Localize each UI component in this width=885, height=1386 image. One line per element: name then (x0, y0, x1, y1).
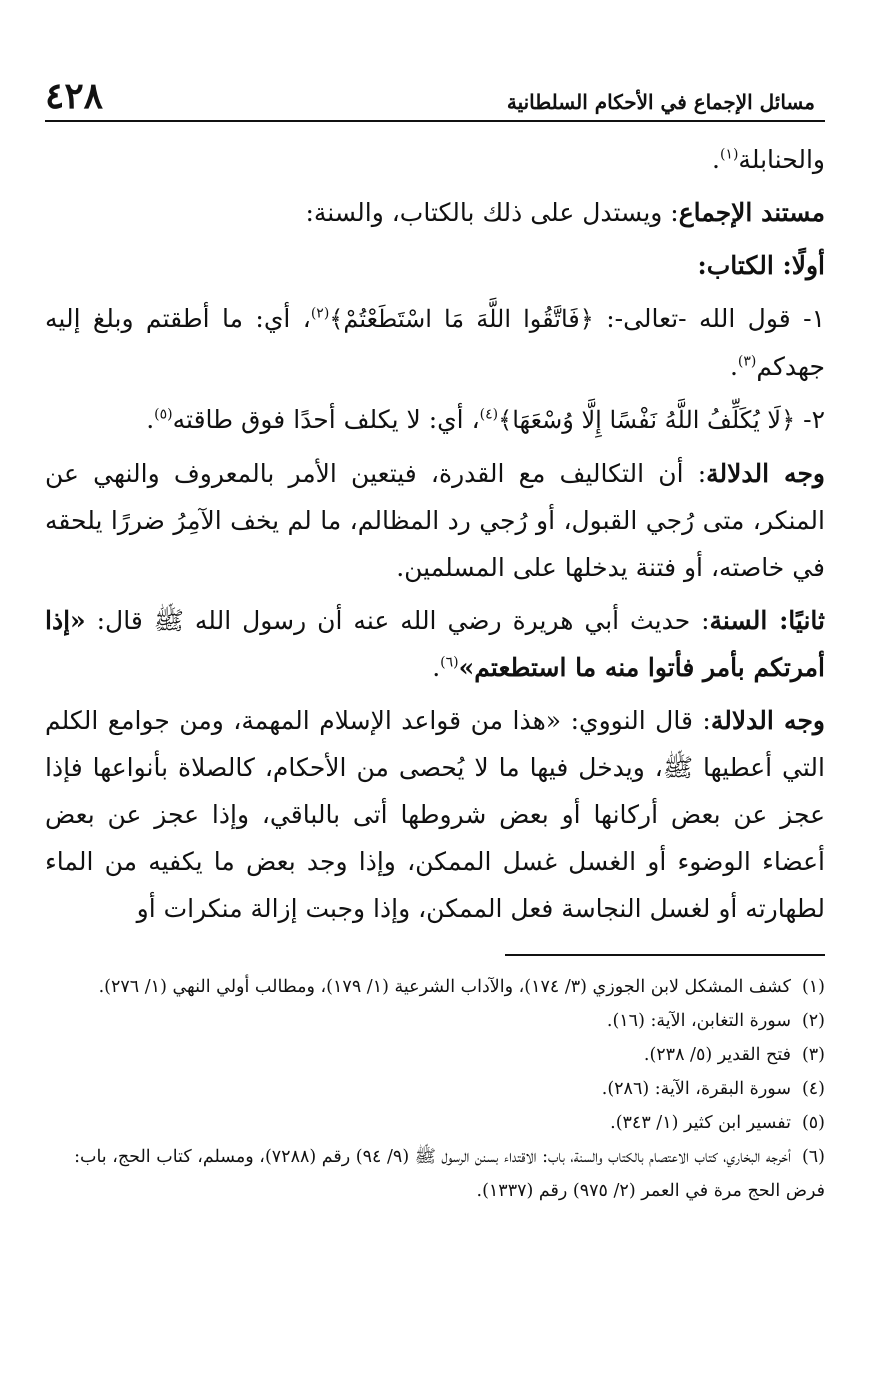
paragraph-2: مستند الإجماع: ويستدل على ذلك بالكتاب، والسنة: (305, 198, 825, 227)
footnote-ref: (١) (719, 146, 739, 163)
footnote: (١)كشف المشكل لابن الجوزي (٣/ ١٧٤)، والآداب الشرعية (١/ ١٧٩)، ومطالب أولي النهي (١/ ٢٧٦). (98, 977, 825, 997)
footnote-ref: (٤) (479, 406, 499, 423)
paragraph-5: ٢- ﴿لَا يُكَلِّفُ اللَّهُ نَفْسًا إِلَّا وُسْعَهَا﴾$^{(٤)}$، أي: لا يكلف أحدًا فوق طاقته$^{(٥)}$. (146, 405, 825, 434)
paragraph-3 (45, 242, 825, 289)
paragraph-6: وجه الدلالة: أن التكاليف مع القدرة، فيتعين الأمر بالمعروف والنهي عن المنكر، متى رُجي القبول، أو رُجي رد المظالم، ما لم يخف الآمِرُ ضررًا يلحقه في خاصته، أو فتنة يدخلها على المسلمين. (45, 459, 825, 582)
running-title: مسائل الإجماع في الأحكام السلطانية (506, 90, 815, 114)
footnotes (45, 970, 825, 1208)
section-heading: وجه الدلالة (706, 459, 825, 488)
footnote-ref: (٢) (310, 305, 330, 322)
footnote-ref: (٣) (737, 353, 757, 370)
footnote-ref: (٥) (154, 406, 173, 423)
footnote: (٤)سورة البقرة، الآية: (٢٨٦). (601, 1079, 825, 1099)
paragraph-7: ثانيًا: السنة: حديث أبي هريرة رضي الله عنه أن رسول الله ﷺ قال: «إذا أمرتكم بأمر فأتوا منه ما استطعتم»$^{(٦)}$. (45, 606, 825, 682)
main-text (45, 136, 825, 932)
hadith-text: «إذا أمرتكم بأمر فأتوا منه ما استطعتم» (45, 606, 825, 682)
paragraph-8: وجه الدلالة: قال النووي: «هذا من قواعد الإسلام المهمة، ومن جوامع الكلم التي أعطيها ﷺ، ويدخل فيها ما لا يُحصى من الأحكام، كالصلاة بأنواعها فإذا عجز عن بعض أركانها أو بعض شروطها أتى بالباقي، وإذا عجز عن بعض أعضاء الوضوء أو الغسل غسل الممكن، وإذا وجد بعض ما يكفيه من الماء لطهارته أو لغسل النجاسة فعل الممكن، وإذا وجبت إزالة منكرات أو (45, 706, 825, 923)
paragraph-4: ١- قول الله -تعالى-: ﴿فَاتَّقُوا اللَّهَ مَا اسْتَطَعْتُمْ﴾$^{(٢)}$، أي: ما أطقتم وبلغ إليه جهدكم$^{(٣)}$. (45, 304, 825, 381)
quran-verse: ﴿فَاتَّقُوا اللَّهَ مَا اسْتَطَعْتُمْ﴾ (329, 305, 594, 333)
footnote: (٦)أخرجه البخاري، كتاب الاعتصام بالكتاب والسنة، باب: الاقتداء بسنن الرسول ﷺ (٩/ ٩٤) رقم (٧٢٨٨)، ومسلم، كتاب الحج، باب: فرض الحج مرة في العمر (٢/ ٩٧٥) رقم (١٣٣٧). (74, 1147, 825, 1201)
section-heading: وجه الدلالة (710, 706, 825, 735)
section-heading: ثانيًا: السنة (709, 606, 825, 635)
footnote: (٣)فتح القدير (٥/ ٢٣٨). (643, 1045, 825, 1065)
footnote: (٥)تفسير ابن كثير (١/ ٣٤٣). (610, 1113, 825, 1133)
footnote-ref: (٦) (440, 654, 459, 671)
page-number: ٤٢٨ (45, 75, 104, 117)
footnote: (٢)سورة التغابن، الآية: (١٦). (606, 1011, 825, 1031)
book-page (45, 70, 825, 1208)
section-heading: أولًا: الكتاب: (697, 251, 825, 280)
paragraph-1: والحنابلة$^{(١)}$. (712, 145, 825, 174)
section-heading: مستند الإجماع (678, 198, 825, 227)
page-header (45, 70, 825, 122)
footnote-divider (505, 954, 825, 956)
quran-verse: ﴿لَا يُكَلِّفُ اللَّهُ نَفْسًا إِلَّا وُسْعَهَا﴾ (498, 406, 796, 434)
